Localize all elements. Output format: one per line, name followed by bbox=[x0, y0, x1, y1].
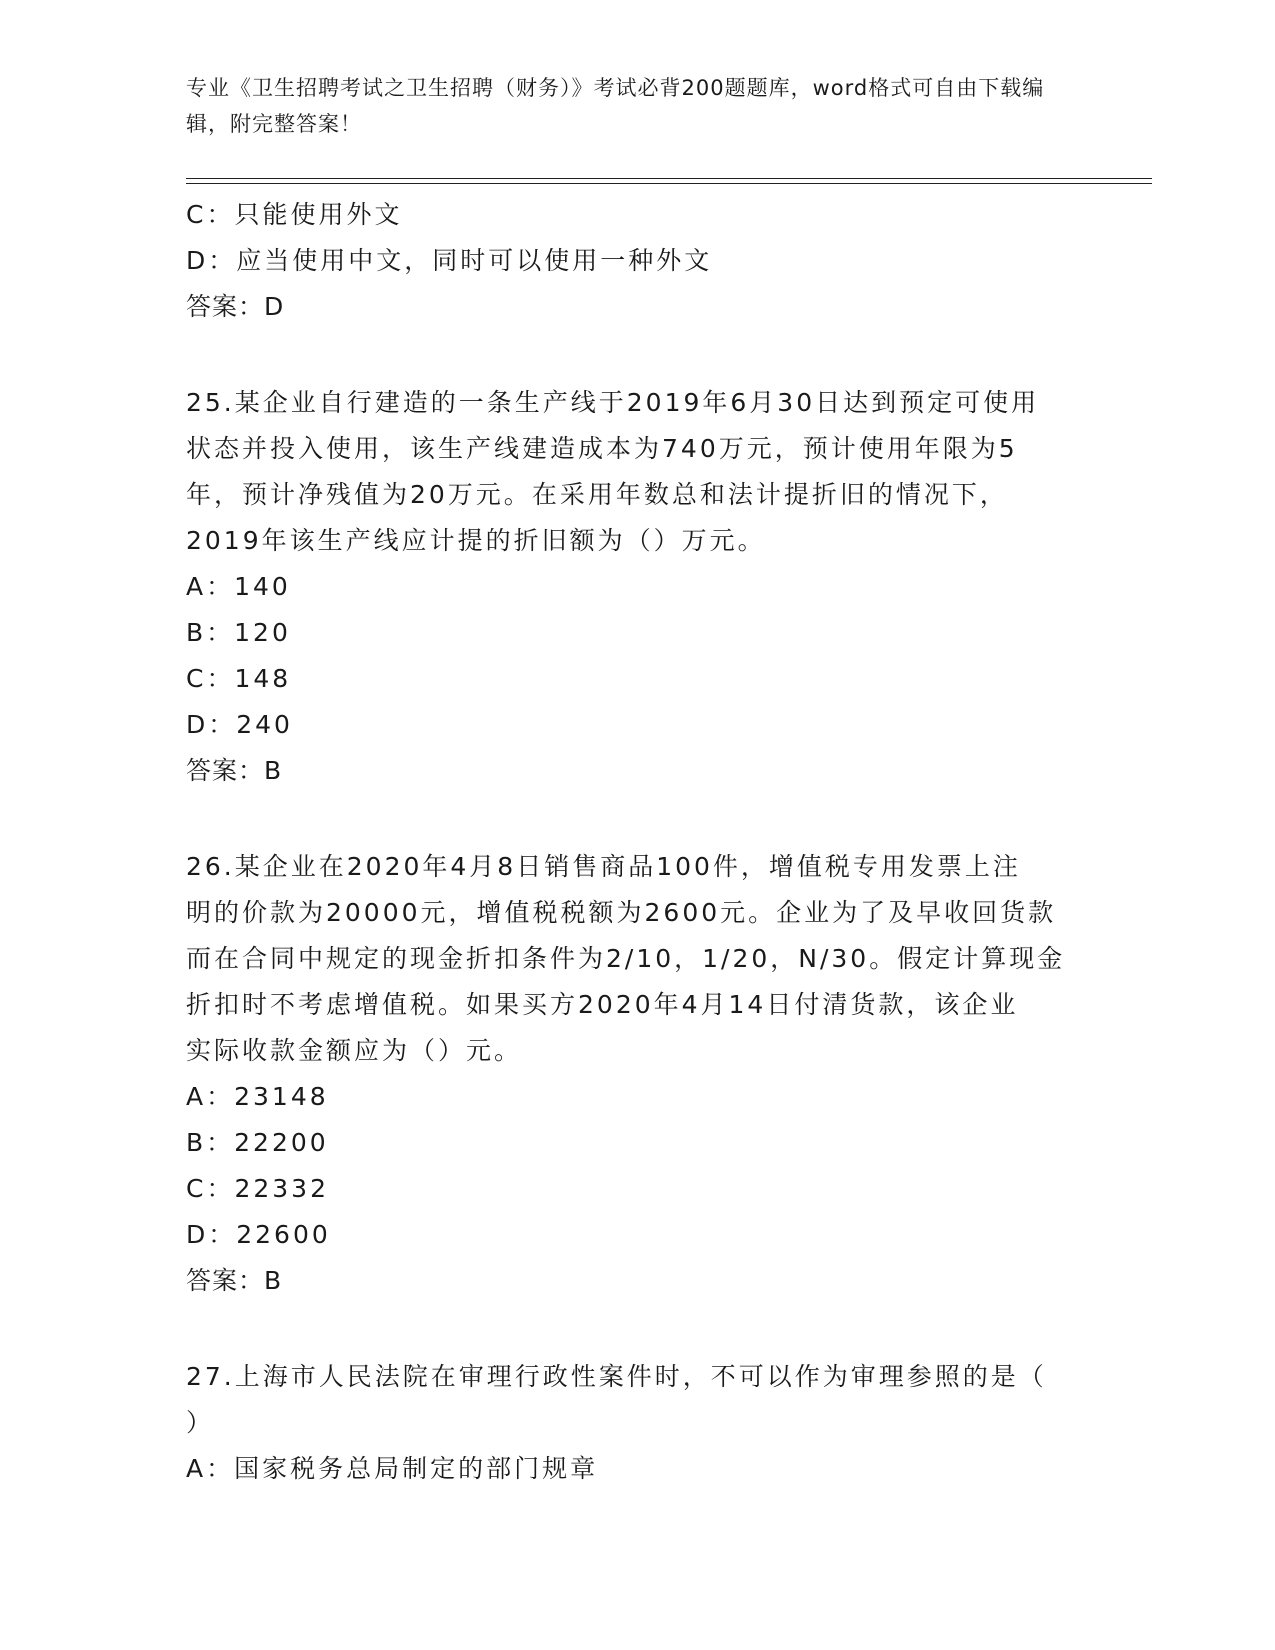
option-a: A：国家税务总局制定的部门规章 bbox=[186, 1454, 599, 1483]
previous-question-tail bbox=[186, 192, 1086, 330]
question-stem-line: 折扣时不考虑增值税。如果买方2020年4月14日付清货款，该企业 bbox=[186, 990, 1019, 1019]
question-stem-line: 2019年该生产线应计提的折旧额为（）万元。 bbox=[186, 526, 766, 555]
question-stem-line: ） bbox=[186, 1408, 215, 1437]
question-26 bbox=[186, 844, 1086, 1304]
option-d: D：22600 bbox=[186, 1220, 331, 1249]
answer-label: 答案：B bbox=[186, 756, 283, 785]
spacer bbox=[186, 1304, 1086, 1354]
document-header: 专业《卫生招聘考试之卫生招聘（财务）》考试必背200题题库，word格式可自由下载编辑，附完整答案！ bbox=[186, 76, 1045, 136]
answer-label: 答案：B bbox=[186, 1266, 283, 1295]
option-a: A：23148 bbox=[186, 1082, 329, 1111]
question-stem-line: 25.某企业自行建造的一条生产线于2019年6月30日达到预定可使用 bbox=[186, 388, 1040, 417]
question-27 bbox=[186, 1354, 1086, 1492]
option-a: A：140 bbox=[186, 572, 291, 601]
option-b: B：22200 bbox=[186, 1128, 329, 1157]
question-25 bbox=[186, 380, 1086, 794]
spacer bbox=[186, 330, 1086, 380]
spacer bbox=[186, 794, 1086, 844]
option-d: D：应当使用中文，同时可以使用一种外文 bbox=[186, 246, 713, 275]
answer-label: 答案：D bbox=[186, 292, 285, 321]
question-stem-line: 明的价款为20000元，增值税税额为2600元。企业为了及早收回货款 bbox=[186, 898, 1057, 927]
option-b: B：120 bbox=[186, 618, 291, 647]
question-stem-line: 状态并投入使用，该生产线建造成本为740万元，预计使用年限为5 bbox=[186, 434, 1018, 463]
option-c: C：只能使用外文 bbox=[186, 200, 403, 229]
question-content bbox=[186, 192, 1086, 1492]
question-stem-line: 实际收款金额应为（）元。 bbox=[186, 1036, 523, 1065]
option-d: D：240 bbox=[186, 710, 293, 739]
question-stem-line: 27.上海市人民法院在审理行政性案件时，不可以作为审理参照的是（ bbox=[186, 1362, 1047, 1391]
question-stem-line: 26.某企业在2020年4月8日销售商品100件，增值税专用发票上注 bbox=[186, 852, 1021, 881]
header-divider-top bbox=[186, 178, 1152, 179]
option-c: C：148 bbox=[186, 664, 292, 693]
option-c: C：22332 bbox=[186, 1174, 329, 1203]
header-divider-bottom bbox=[186, 183, 1152, 184]
question-stem-line: 年，预计净残值为20万元。在采用年数总和法计提折旧的情况下， bbox=[186, 480, 1008, 509]
question-stem-line: 而在合同中规定的现金折扣条件为2/10，1/20，N/30。假定计算现金 bbox=[186, 944, 1066, 973]
